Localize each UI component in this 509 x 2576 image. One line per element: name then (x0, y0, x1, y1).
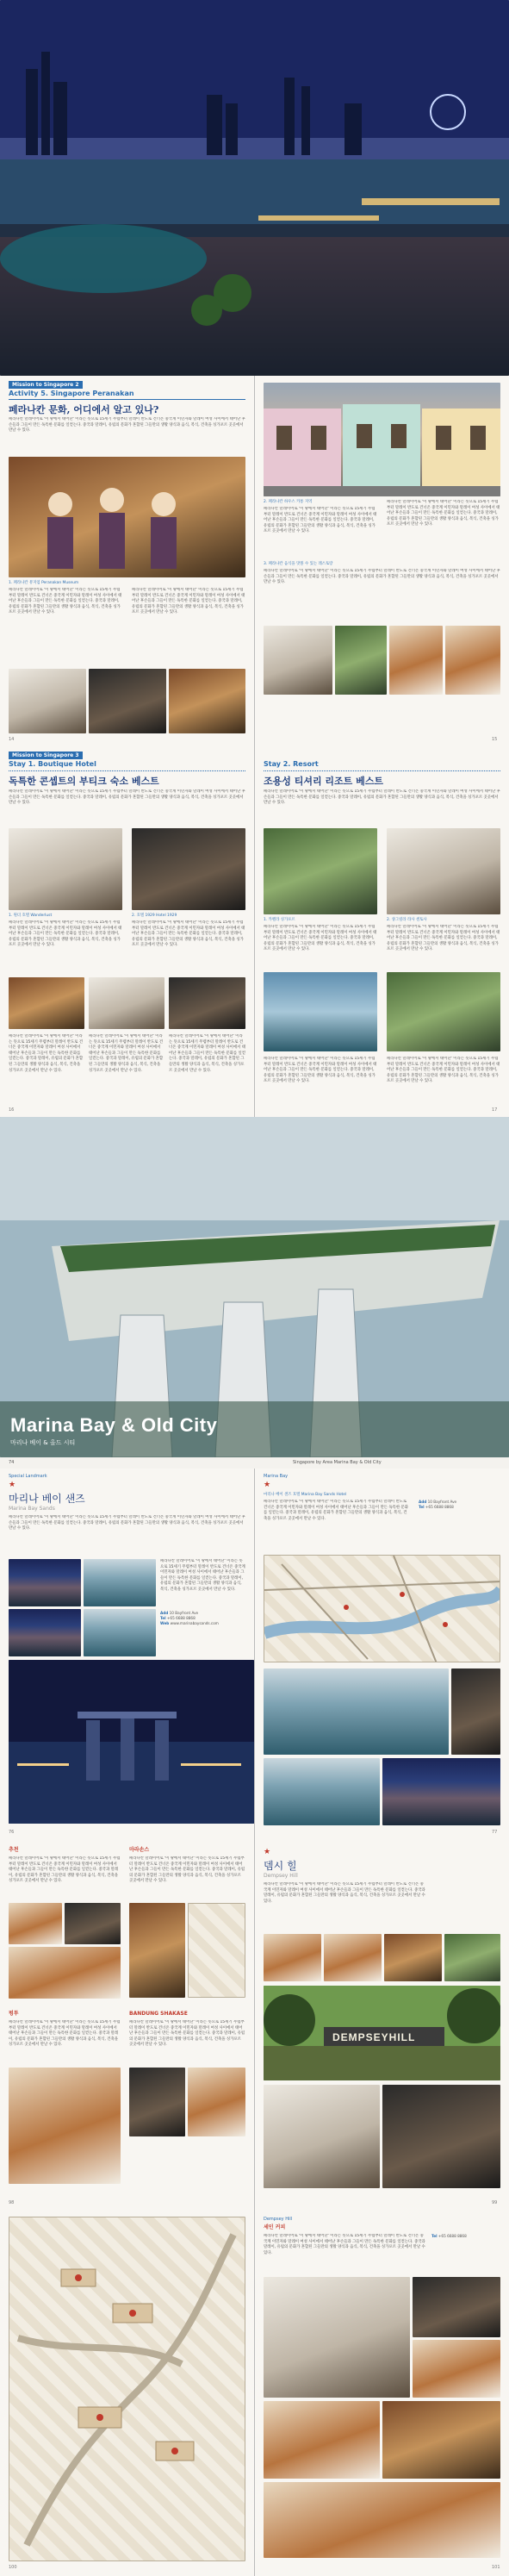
body-col-2: 페라나칸 말레이어로 '이 땅에서 태어난' 이라는 뜻으로 15세기 무렵부터 말레이 반도로 건너온 중국계 이민자와 말레이 여성 사이에서 태어난 후손들과 그들이 만든 독특한 문화를 일컫는다. 중국과 말레이, 유럽의 문화가 혼합된 그들만의 생활 양식과 음식, 복식, 건축을 싱가포르 곳곳에서 만날 수 있다. (132, 588, 245, 615)
photo-resort-2 (387, 828, 500, 914)
info-address: 10 Bayfront Ave (169, 1611, 199, 1615)
caption-1: 1. 원더 호텔 Wanderlust (9, 914, 53, 918)
photo-food-3 (9, 1947, 121, 1999)
map-dempsey[interactable] (9, 2217, 245, 2561)
spread-map-cafe (0, 2210, 509, 2576)
shophouse-illustration (264, 383, 500, 496)
body-3: 페라나칸 말레이어로 '이 땅에서 태어난' 이라는 뜻으로 15세기 무렵부터 말레이 반도로 건너온 중국계 이민자와 말레이 여성 사이에서 태어난 후손들과 그들이 만든 독특한 문화를 일컫는다. 중국과 말레이, 유럽의 문화가 혼합된 그들만의 생활 양식과 음식, 복식, 건축을 싱가포르 곳곳에서 만날 수 있다. (9, 2020, 121, 2048)
photo-cafe-food-1 (264, 2401, 380, 2479)
cafe-label: 세인 커피 (264, 2224, 286, 2230)
info-tel: +65 6688 8868 (438, 2234, 467, 2238)
photo-peranakan-museum (9, 457, 245, 577)
body-4: 페라나칸 말레이어로 '이 땅에서 태어난' 이라는 뜻으로 15세기 무렵부터 말레이 반도로 건너온 중국계 이민자와 말레이 여성 사이에서 태어난 후손들과 그들이 만든 독특한 문화를 일컫는다. 중국과 말레이, 유럽의 문화가 혼합된 그들만의 생활 양식과 음식, 복식, 건축을 싱가포르 곳곳에서 만날 수 있다. (129, 2020, 245, 2048)
stay-en: Resort (293, 760, 319, 768)
photo-mbs-2 (84, 1559, 156, 1606)
folio-left: 100 (9, 2565, 17, 2570)
photo-right-1 (264, 626, 332, 695)
mannequins-illustration (9, 457, 245, 577)
info-address: 10 Bayfront Ave (427, 1500, 457, 1504)
photo-cafe-2 (413, 2277, 500, 2337)
photo-right-4 (445, 626, 500, 695)
skyline-illustration (0, 0, 509, 376)
folio-left: 98 (9, 2200, 15, 2205)
photo-bay-wide (264, 1668, 449, 1755)
folio-left: 74 (9, 1460, 15, 1465)
page-right (255, 1839, 509, 2210)
intro-paragraph: 페라나칸 말레이어로 '이 땅에서 태어난' 이라는 뜻으로 15세기 무렵부터 말레이 반도로 건너온 중국계 이민자와 말레이 여성 사이에서 태어난 후손들과 그들이 만든 독특한 문화를 일컫는다. 중국과 말레이, 유럽의 문화가 혼합된 그들만의 생활 양식과 음식, 복식, 건축을 싱가포르 곳곳에서 만날 수 있다. (9, 417, 245, 433)
headline: 독특한 콘셉트의 부티크 숙소 베스트 (9, 776, 159, 787)
intro-paragraph: 페라나칸 말레이어로 '이 땅에서 태어난' 이라는 뜻으로 15세기 무렵부터 말레이 반도로 건너온 중국계 이민자와 말레이 여성 사이에서 태어난 후손들과 그들이 만든 독특한 문화를 일컫는다. 중국과 말레이, 유럽의 문화가 혼합된 그들만의 생활 양식과 음식, 복식, 건축을 싱가포르 곳곳에서 만날 수 있다. (9, 1515, 245, 1531)
photo-left-3 (169, 669, 245, 733)
marina-bay-illustration (0, 1117, 509, 1457)
dempsey-sign-text: DEMPSEYHILL (332, 2031, 416, 2043)
body-right-2: 페라나칸 말레이어로 '이 땅에서 태어난' 이라는 뜻으로 15세기 무렵부터 말레이 반도로 건너온 중국계 이민자와 말레이 여성 사이에서 태어난 후손들과 그들이 만든 독특한 문화를 일컫는다. 중국과 말레이, 유럽의 문화가 혼합된 그들만의 생활 양식과 음식, 복식, 건축을 싱가포르 곳곳에서 만날 수 있다. (387, 500, 500, 527)
photo-food-1 (9, 1903, 62, 1944)
intro-paragraph: 페라나칸 말레이어로 '이 땅에서 태어난' 이라는 뜻으로 15세기 무렵부터 말레이 반도로 건너온 중국계 이민자와 말레이 여성 사이에서 태어난 후손들과 그들이 만든 독특한 문화를 일컫는다. 중국과 말레이, 유럽의 문화가 혼합된 그들만의 생활 양식과 음식, 복식, 건축을 싱가포르 곳곳에서 만날 수 있다. (264, 789, 500, 806)
kicker: Marina Bay (264, 1474, 289, 1479)
kicker: Special Landmark (9, 1474, 47, 1479)
body-col-1: 페라나칸 말레이어로 '이 땅에서 태어난' 이라는 뜻으로 15세기 무렵부터 말레이 반도로 건너온 중국계 이민자와 말레이 여성 사이에서 태어난 후손들과 그들이 만든 독특한 문화를 일컫는다. 중국과 말레이, 유럽의 문화가 혼합된 그들만의 생활 양식과 음식, 복식, 건축을 싱가포르 곳곳에서 만날 수 있다. (9, 588, 122, 615)
photo-dempsey-2 (324, 1934, 382, 1981)
photo-right-3 (389, 626, 443, 695)
folio-right: 99 (492, 2200, 498, 2205)
stay-label: Stay 2. (264, 760, 291, 768)
info-block (160, 1611, 246, 1625)
spread-skyline (0, 0, 509, 376)
label-1: 추천 (9, 1847, 19, 1853)
info-key: Add (419, 1500, 427, 1504)
kicker: Dempsey Hill (264, 2217, 293, 2222)
photo-boutique-room (9, 828, 122, 910)
map-small[interactable] (188, 1903, 245, 1998)
body-col-1: 페라나칸 말레이어로 '이 땅에서 태어난' 이라는 뜻으로 15세기 무렵부터 말레이 반도로 건너온 중국계 이민자와 말레이 여성 사이에서 태어난 후손들과 그들이 만든 독특한 문화를 일컫는다. 중국과 말레이, 유럽의 문화가 혼합된 그들만의 생활 양식과 음식, 복식, 건축을 싱가포르 곳곳에서 만날 수 있다. (9, 920, 122, 948)
folio-left: 14 (9, 737, 15, 742)
photo-mbs-4 (84, 1609, 156, 1656)
caption-3: 3. 페라나칸 음식을 맛볼 수 있는 레스토랑 (264, 562, 333, 566)
label-2: 마라손스 (129, 1847, 150, 1853)
info-key: Add (160, 1611, 169, 1615)
body-bottom-1: 페라나칸 말레이어로 '이 땅에서 태어난' 이라는 뜻으로 15세기 무렵부터 말레이 반도로 건너온 중국계 이민자와 말레이 여성 사이에서 태어난 후손들과 그들이 만든 독특한 문화를 일컫는다. 중국과 말레이, 유럽의 문화가 혼합된 그들만의 생활 양식과 음식, 복식, 건축을 싱가포르 곳곳에서 만날 수 있다. (264, 1057, 377, 1084)
info-key: Tel (160, 1615, 166, 1620)
headline: 페라나칸 문화, 어디에서 알고 있나? (9, 404, 159, 415)
body-col-2: 페라나칸 말레이어로 '이 땅에서 태어난' 이라는 뜻으로 15세기 무렵부터 말레이 반도로 건너온 중국계 이민자와 말레이 여성 사이에서 태어난 후손들과 그들이 만든 독특한 문화를 일컫는다. 중국과 말레이, 유럽의 문화가 혼합된 그들만의 생활 양식과 음식, 복식, 건축을 싱가포르 곳곳에서 만날 수 있다. (132, 920, 245, 948)
folio-left: 16 (9, 1107, 15, 1113)
section-subtitle: 마리나 베이 & 올드 시티 (10, 1439, 76, 1446)
photo-hotel-3 (169, 977, 245, 1029)
activity-label: Activity 5. (9, 390, 48, 397)
page-left (0, 1469, 254, 1839)
info-block (431, 2234, 500, 2239)
page-left (0, 2210, 254, 2576)
photo-marina-bay-aerial (0, 1117, 509, 1457)
label-4: BANDUNG SHAKASE (129, 2011, 188, 2017)
photo-resort-1 (264, 828, 377, 914)
info-key: Tel (431, 2234, 438, 2238)
photo-cafe-food-3 (264, 2482, 500, 2558)
caption-2: 2. 샹그릴라 라사 센토사 (387, 918, 427, 922)
section-tag (9, 390, 134, 397)
photo-bay-bottom-1 (264, 1758, 380, 1825)
photo-food-2 (65, 1903, 121, 1944)
mbs-night-illustration (9, 1660, 254, 1824)
kicker: Mission to Singapore 2 (9, 381, 83, 389)
spread-stay (0, 746, 509, 1117)
section-tag (9, 760, 96, 768)
photo-cafe-3 (413, 2340, 500, 2398)
body-2: 페라나칸 말레이어로 '이 땅에서 태어난' 이라는 뜻으로 15세기 무렵부터 말레이 반도로 건너온 중국계 이민자와 말레이 여성 사이에서 태어난 후손들과 그들이 만든 독특한 문화를 일컫는다. 중국과 말레이, 유럽의 문화가 혼합된 그들만의 생활 양식과 음식, 복식, 건축을 싱가포르 곳곳에서 만날 수 있다. (129, 1856, 245, 1884)
photo-dempsey-5 (264, 2085, 380, 2188)
photo-resort-3 (387, 972, 500, 1051)
body-col-1: 페라나칸 말레이어로 '이 땅에서 태어난' 이라는 뜻으로 15세기 무렵부터 말레이 반도로 건너온 중국계 이민자와 말레이 여성 사이에서 태어난 후손들과 그들이 만든 독특한 문화를 일컫는다. 중국과 말레이, 유럽의 문화가 혼합된 그들만의 생활 양식과 음식, 복식, 건축을 싱가포르 곳곳에서 만날 수 있다. (264, 925, 377, 952)
body-bottom-1: 페라나칸 말레이어로 '이 땅에서 태어난' 이라는 뜻으로 15세기 무렵부터 말레이 반도로 건너온 중국계 이민자와 말레이 여성 사이에서 태어난 후손들과 그들이 만든 독특한 문화를 일컫는다. 중국과 말레이, 유럽의 문화가 혼합된 그들만의 생활 양식과 음식, 복식, 건축을 싱가포르 곳곳에서 만날 수 있다. (9, 1034, 84, 1073)
star-icon: ★ (264, 1481, 271, 1489)
photo-food-5 (9, 2068, 121, 2184)
map-illustration (264, 1556, 500, 1662)
folio-right: 101 (492, 2565, 500, 2570)
page-right (255, 1469, 509, 1839)
headline: 조용성 티셔리 리조트 베스트 (264, 776, 383, 787)
activity-en: Singapore Peranakan (50, 390, 134, 397)
photo-mbs-3 (9, 1609, 81, 1656)
page-left (0, 376, 254, 746)
page-right (255, 746, 509, 1117)
photo-dempsey-4 (444, 1934, 500, 1981)
photo-night-skyline (0, 0, 509, 376)
body-col: 페라나칸 말레이어로 '이 땅에서 태어난' 이라는 뜻으로 15세기 무렵부터 말레이 반도로 건너온 중국계 이민자와 말레이 여성 사이에서 태어난 후손들과 그들이 만든 독특한 문화를 일컫는다. 중국과 말레이, 유럽의 문화가 혼합된 그들만의 생활 양식과 음식, 복식, 건축을 싱가포르 곳곳에서 만날 수 있다. (264, 1500, 409, 1521)
body-col-2: 페라나칸 말레이어로 '이 땅에서 태어난' 이라는 뜻으로 15세기 무렵부터 말레이 반도로 건너온 중국계 이민자와 말레이 여성 사이에서 태어난 후손들과 그들이 만든 독특한 문화를 일컫는다. 중국과 말레이, 유럽의 문화가 혼합된 그들만의 생활 양식과 음식, 복식, 건축을 싱가포르 곳곳에서 만날 수 있다. (387, 925, 500, 952)
folio-right: Singapore by Area Marina Bay & Old City (293, 1460, 382, 1465)
info-block-right (419, 1500, 500, 1510)
body-bottom-3: 페라나칸 말레이어로 '이 땅에서 태어난' 이라는 뜻으로 15세기 무렵부터 말레이 반도로 건너온 중국계 이민자와 말레이 여성 사이에서 태어난 후손들과 그들이 만든 독특한 문화를 일컫는다. 중국과 말레이, 유럽의 문화가 혼합된 그들만의 생활 양식과 음식, 복식, 건축을 싱가포르 곳곳에서 만날 수 있다. (169, 1034, 245, 1073)
intro-paragraph: 페라나칸 말레이어로 '이 땅에서 태어난' 이라는 뜻으로 15세기 무렵부터 말레이 반도로 건너온 중국계 이민자와 말레이 여성 사이에서 태어난 후손들과 그들이 만든 독특한 문화를 일컫는다. 중국과 말레이, 유럽의 문화가 혼합된 그들만의 생활 양식과 음식, 복식, 건축을 싱가포르 곳곳에서 만날 수 있다. (264, 1882, 425, 1904)
spread-mbs (0, 1469, 509, 1839)
page-left (0, 1839, 254, 2210)
spot-title-en: Marina Bay Sands (9, 1506, 55, 1512)
spread-marina-bay (0, 1117, 509, 1469)
body-side: 페라나칸 말레이어로 '이 땅에서 태어난' 이라는 뜻으로 15세기 무렵부터 말레이 반도로 건너온 중국계 이민자와 말레이 여성 사이에서 태어난 후손들과 그들이 만든 독특한 문화를 일컫는다. 중국과 말레이, 유럽의 문화가 혼합된 그들만의 생활 양식과 음식, 복식, 건축을 싱가포르 곳곳에서 만날 수 있다. (160, 1559, 245, 1592)
photo-right-2 (335, 626, 387, 695)
photo-left-2 (89, 669, 166, 733)
photo-bay-side (451, 1668, 500, 1755)
intro-paragraph: 페라나칸 말레이어로 '이 땅에서 태어난' 이라는 뜻으로 15세기 무렵부터 말레이 반도로 건너온 중국계 이민자와 말레이 여성 사이에서 태어난 후손들과 그들이 만든 독특한 문화를 일컫는다. 중국과 말레이, 유럽의 문화가 혼합된 그들만의 생활 양식과 음식, 복식, 건축을 싱가포르 곳곳에서 만날 수 있다. (9, 789, 245, 806)
photo-hotel-2 (89, 977, 164, 1029)
photo-shophouses (264, 383, 500, 496)
folio-right: 17 (492, 1107, 498, 1113)
folio-right: 77 (492, 1830, 498, 1835)
page-right (255, 2210, 509, 2576)
info-tel: +65 6688 8868 (425, 1504, 454, 1509)
photo-food-7 (188, 2068, 245, 2136)
spread-peranakan (0, 376, 509, 746)
caption-2: 2. 페라나칸 하우스 카통 지역 (264, 500, 313, 504)
photo-dempsey-3 (384, 1934, 442, 1981)
photo-resort-pool (264, 972, 377, 1051)
kicker: Mission to Singapore 3 (9, 752, 83, 759)
body-1: 페라나칸 말레이어로 '이 땅에서 태어난' 이라는 뜻으로 15세기 무렵부터 말레이 반도로 건너온 중국계 이민자와 말레이 여성 사이에서 태어난 후손들과 그들이 만든 독특한 문화를 일컫는다. 중국과 말레이, 유럽의 문화가 혼합된 그들만의 생활 양식과 음식, 복식, 건축을 싱가포르 곳곳에서 만날 수 있다. (9, 1856, 121, 1884)
photo-dempsey-1 (264, 1934, 321, 1981)
cafe-body: 페라나칸 말레이어로 '이 땅에서 태어난' 이라는 뜻으로 15세기 무렵부터 말레이 반도로 건너온 중국계 이민자와 말레이 여성 사이에서 태어난 후손들과 그들이 만든 독특한 문화를 일컫는다. 중국과 말레이, 유럽의 문화가 혼합된 그들만의 생활 양식과 음식, 복식, 건축을 싱가포르 곳곳에서 만날 수 있다. (264, 2234, 425, 2255)
photo-food-4 (129, 1903, 185, 1998)
spot-title: 뎀시 힐 (264, 1860, 297, 1872)
star-icon: ★ (9, 1481, 16, 1489)
photo-hotel-1 (9, 977, 84, 1029)
caption-2: 2. 호텔 1929 Hotel 1929 (132, 914, 177, 918)
dotted-rule (264, 770, 500, 771)
photo-bay-bottom-2 (382, 1758, 500, 1825)
label-3: 펑투 (9, 2011, 19, 2017)
rule (9, 399, 245, 400)
photo-boutique-lobby (132, 828, 245, 910)
map-marina-bay[interactable] (264, 1555, 500, 1662)
star-icon: ★ (264, 1848, 271, 1856)
photo-food-6 (129, 2068, 185, 2136)
map-illustration (9, 2217, 245, 2561)
stay-en: Boutique Hotel (38, 760, 96, 768)
body-bottom-2: 페라나칸 말레이어로 '이 땅에서 태어난' 이라는 뜻으로 15세기 무렵부터 말레이 반도로 건너온 중국계 이민자와 말레이 여성 사이에서 태어난 후손들과 그들이 만든 독특한 문화를 일컫는다. 중국과 말레이, 유럽의 문화가 혼합된 그들만의 생활 양식과 음식, 복식, 건축을 싱가포르 곳곳에서 만날 수 있다. (89, 1034, 164, 1073)
section-title: Marina Bay & Old City (10, 1414, 218, 1436)
caption-1: 1. 페라나칸 뮤지엄 Peranakan Museum (9, 581, 79, 585)
spot-subtitle: 마리나 베이 샌즈 호텔 Marina Bay Sands Hotel (264, 1493, 347, 1497)
stay-label: Stay 1. (9, 760, 36, 768)
info-key: Tel (419, 1504, 425, 1509)
info-web: www.marinabaysands.com (170, 1620, 219, 1625)
body-right-3: 페라나칸 말레이어로 '이 땅에서 태어난' 이라는 뜻으로 15세기 무렵부터 말레이 반도로 건너온 중국계 이민자와 말레이 여성 사이에서 태어난 후손들과 그들이 만든 독특한 문화를 일컫는다. 중국과 말레이, 유럽의 문화가 혼합된 그들만의 생활 양식과 음식, 복식, 건축을 싱가포르 곳곳에서 만날 수 있다. (264, 569, 500, 585)
photo-left-1 (9, 669, 86, 733)
dotted-rule (9, 770, 245, 771)
body-right-1: 페라나칸 말레이어로 '이 땅에서 태어난' 이라는 뜻으로 15세기 무렵부터 말레이 반도로 건너온 중국계 이민자와 말레이 여성 사이에서 태어난 후손들과 그들이 만든 독특한 문화를 일컫는다. 중국과 말레이, 유럽의 문화가 혼합된 그들만의 생활 양식과 음식, 복식, 건축을 싱가포르 곳곳에서 만날 수 있다. (264, 507, 377, 534)
spot-title: 마리나 베이 샌즈 (9, 1493, 85, 1505)
info-key: Web (160, 1620, 170, 1625)
photo-dempsey-6 (382, 2085, 500, 2188)
section-tag (264, 760, 319, 768)
photo-cafe-food-2 (382, 2401, 500, 2479)
spread-dempsey (0, 1839, 509, 2210)
folio-left: 76 (9, 1830, 15, 1835)
photo-cafe-interior (264, 2277, 410, 2398)
photo-mbs-1 (9, 1559, 81, 1606)
photo-mbs-night (9, 1660, 254, 1824)
info-tel: +65 6688 8868 (166, 1615, 196, 1620)
page-left (0, 746, 254, 1117)
page-right (255, 376, 509, 746)
spot-title-en: Dempsey Hill (264, 1873, 298, 1879)
folio-right: 15 (492, 737, 498, 742)
body-bottom-2: 페라나칸 말레이어로 '이 땅에서 태어난' 이라는 뜻으로 15세기 무렵부터 말레이 반도로 건너온 중국계 이민자와 말레이 여성 사이에서 태어난 후손들과 그들이 만든 독특한 문화를 일컫는다. 중국과 말레이, 유럽의 문화가 혼합된 그들만의 생활 양식과 음식, 복식, 건축을 싱가포르 곳곳에서 만날 수 있다. (387, 1057, 500, 1084)
caption-1: 1. 카펠라 싱가포르 (264, 918, 295, 922)
